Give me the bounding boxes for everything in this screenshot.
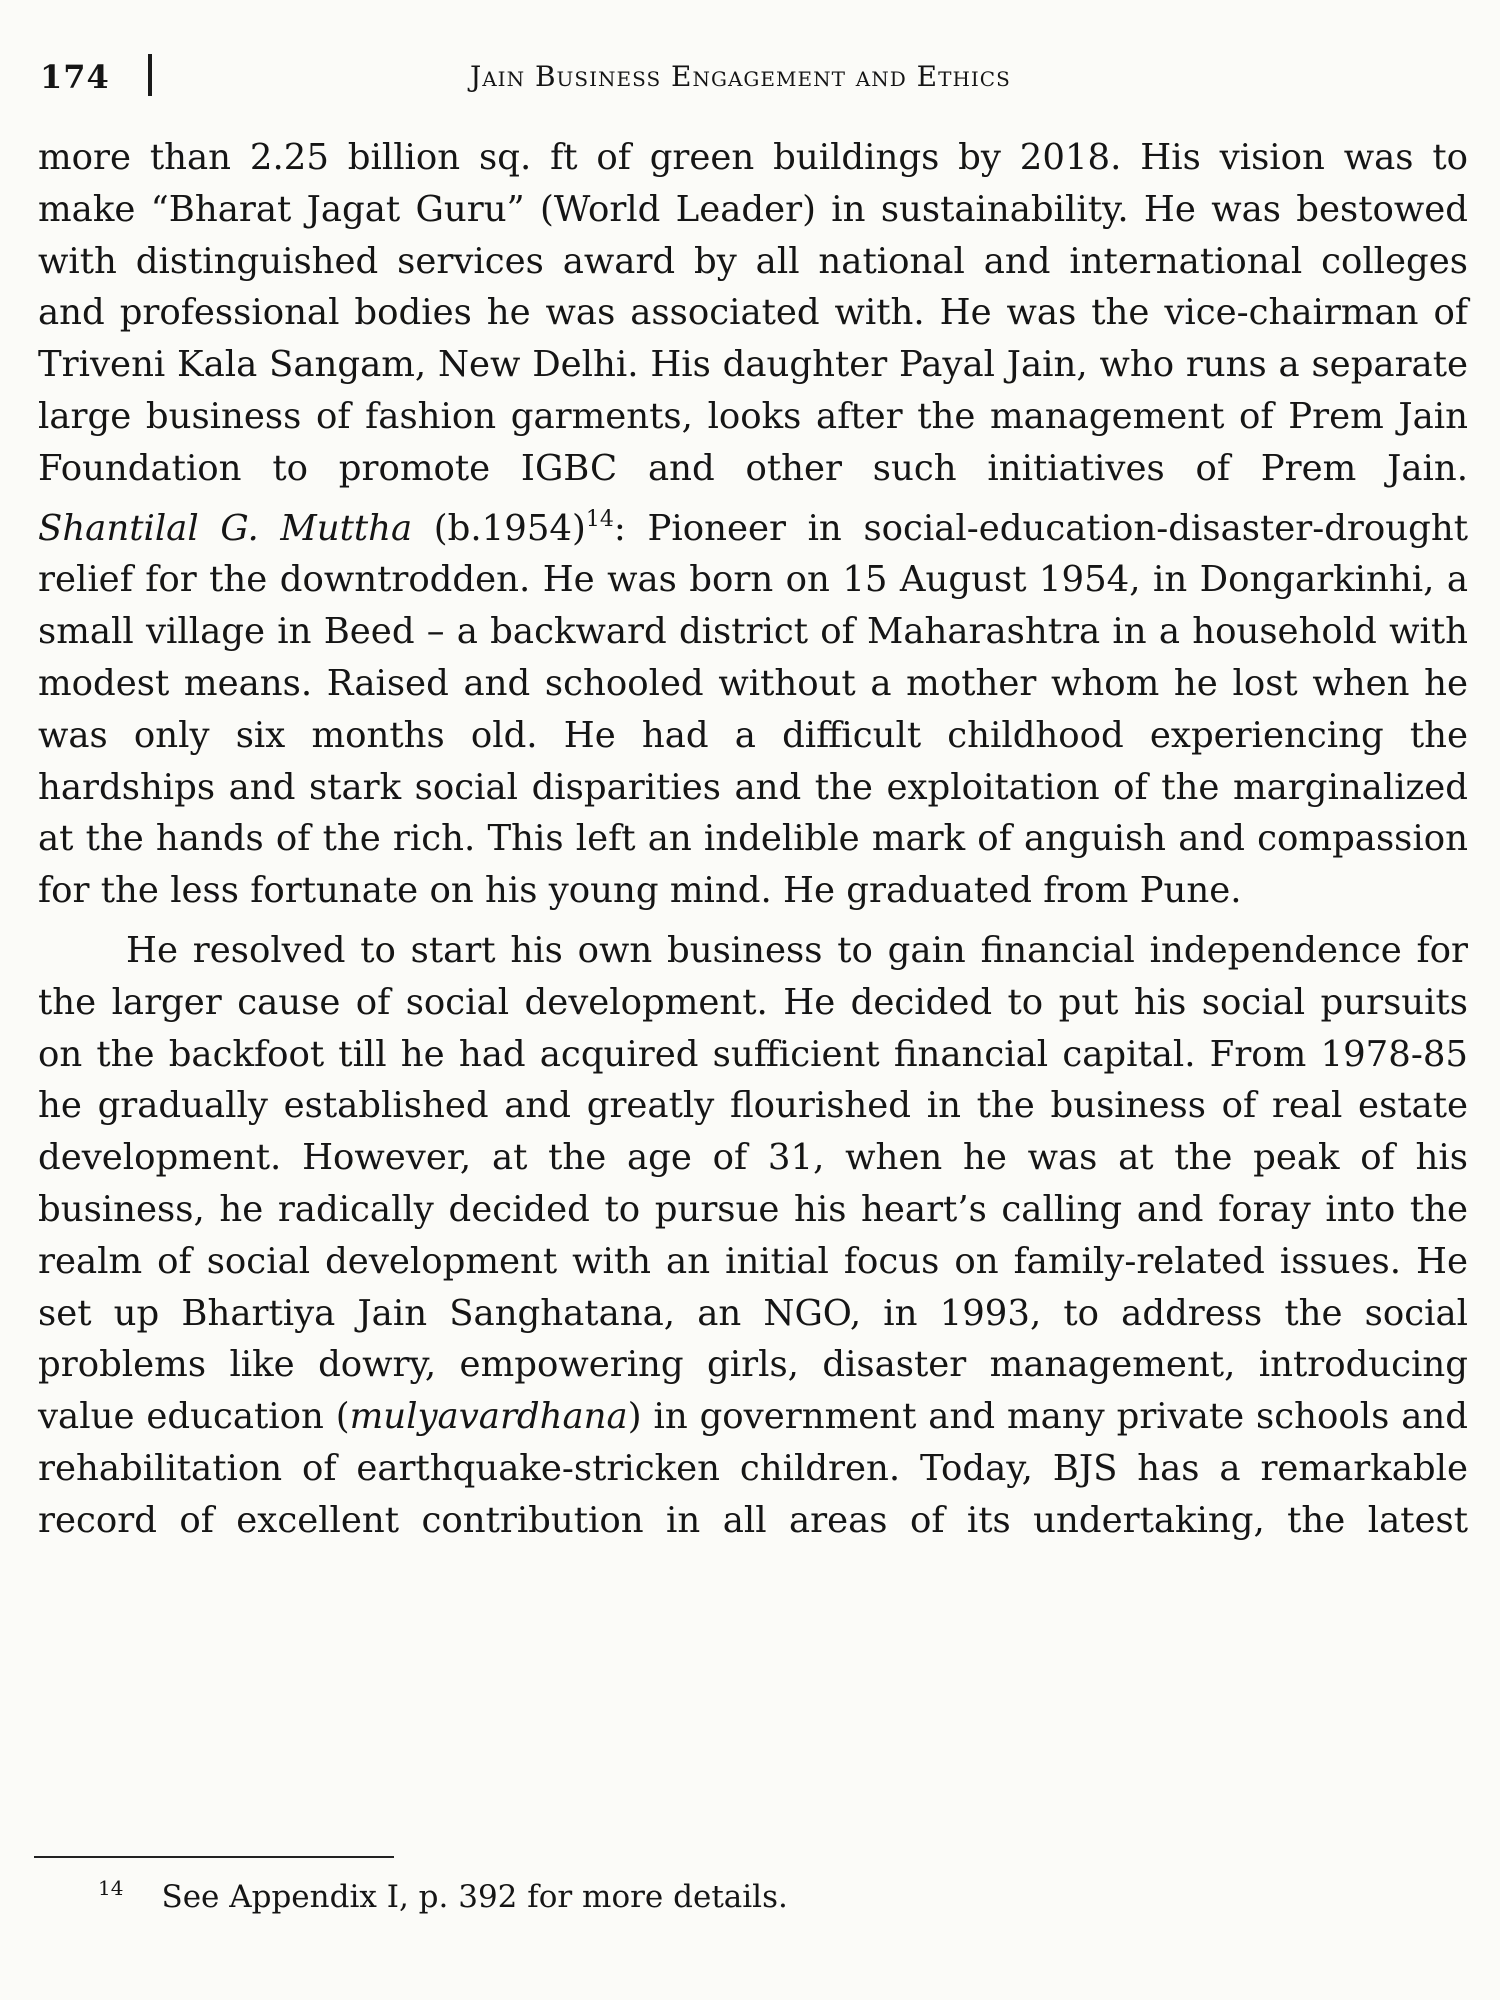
- paragraph-2: [38, 503, 1468, 917]
- header-divider: [148, 54, 152, 96]
- footnote-divider: [34, 1856, 394, 1858]
- running-title: Jain Business Engagement and Ethics: [470, 60, 1011, 93]
- paragraph-1: more than 2.25 billion sq. ft of green buildings by 2018. His vision was to make “Bharat Jagat Guru” (World Leader) in sustainability. He was bestowed with distinguished services award by all national and international colleges and professional bodies he was associated with. He was the vice-chairman of Triveni Kala Sangam, New Delhi. His daughter Payal Jain, who runs a separate large business of fashion garments, looks after the management of Prem Jain Foundation to promote IGBC and other such initiatives of Prem Jain.: [38, 137, 1468, 489]
- birth-year: (b.1954): [412, 507, 586, 549]
- page-number: 174: [40, 58, 110, 96]
- footnote: [98, 1875, 1298, 1919]
- paragraph-3-italic-term: mulyavardhana: [349, 1396, 628, 1438]
- body-text: [38, 132, 1468, 1547]
- footnote-number: 14: [98, 1876, 124, 1900]
- footnote-ref[interactable]: 14: [585, 506, 614, 532]
- page-header: [40, 52, 1460, 102]
- paragraph-3-text-b: ) in government and many private schools and rehabilitation of earthquake-stricken children. Today, BJS has a remarkable record of excellent contribution in all areas of its undertaking, the latest: [38, 1396, 1468, 1541]
- footnote-text: See Appendix I, p. 392 for more details.: [161, 1879, 788, 1915]
- paragraph-2-text: : Pioneer in social-education-disaster-drought relief for the downtrodden. He was born on 15 August 1954, in Dongarkinhi, a small village in Beed – a backward district of Maharashtra in a household with modest means. Raised and schooled without a mother whom he lost when he was only six months old. He had a difficult childhood experiencing the hardships and stark social disparities and the exploitation of the marginalized at the hands of the rich. This left an indelible mark of anguish and compassion for the less fortunate on his young mind. He graduated from Pune.: [38, 507, 1468, 912]
- paragraph-3-text-a: He resolved to start his own business to gain financial independence for the larger cause of social development. He decided to put his social pursuits on the backfoot till he had acquired sufficient financial capital. From 1978-85 he gradually established and greatly flourished in the business of real estate development. However, at the age of 31, when he was at the peak of his business, he radically decided to pursue his heart’s calling and foray into the realm of social development with an initial focus on family-related issues. He set up Bhartiya Jain Sanghatana, an NGO, in 1993, to address the social problems like dowry, empowering girls, disaster management, introducing value education (: [38, 929, 1468, 1438]
- paragraph-3: [38, 925, 1468, 1547]
- person-name: Shantilal G. Muttha: [38, 507, 413, 549]
